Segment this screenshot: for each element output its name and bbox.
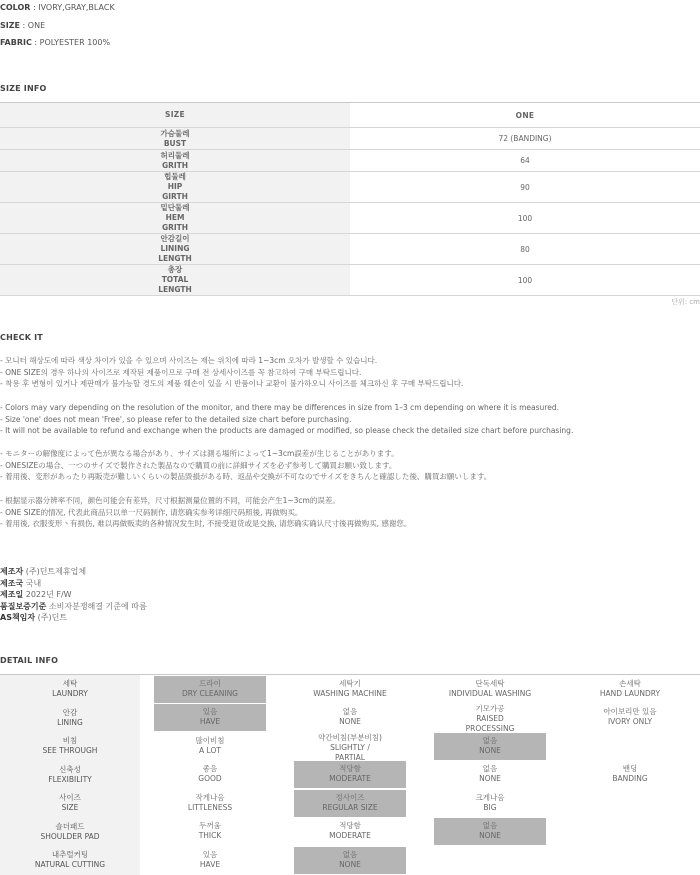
detail-option-ko: 드라이 (199, 678, 221, 688)
detail-option-en: NONE (479, 831, 501, 841)
detail-option (140, 761, 280, 790)
detail-option (560, 732, 700, 761)
size-row-value: 72 (BANDING) (350, 128, 700, 150)
detail-option-en: GOOD (198, 774, 222, 784)
detail-option-ko: 아이보리만 있음 (603, 707, 657, 717)
detail-option-box (154, 818, 266, 845)
size-row-en: HIP GIRTH (162, 182, 188, 201)
check-notes-zh (0, 495, 411, 530)
size-row-value: 80 (350, 234, 700, 265)
size-table-header (0, 103, 700, 128)
detail-option-ko: 없음 (482, 735, 498, 745)
spec-label: COLOR (0, 3, 31, 12)
detail-option-ko: 있음 (202, 707, 218, 717)
detail-label-ko: 신축성 (59, 764, 81, 774)
size-row-value: 90 (350, 172, 700, 203)
check-notes-ja (0, 448, 491, 483)
size-row-en: LINING LENGTH (158, 244, 192, 263)
maker-label: 제조자 (0, 567, 24, 576)
detail-option-selected (280, 789, 420, 818)
detail-option-ko: 없음 (342, 707, 358, 717)
spec-fabric (0, 38, 110, 47)
detail-option-box (294, 790, 406, 817)
spec-value: : ONE (20, 21, 46, 30)
detail-label-ko: 내추럴커팅 (51, 850, 89, 860)
spec-value: : POLYESTER 100% (31, 38, 111, 47)
check-note: - 착용 후 변형이 있거나 제판매가 불가능할 경도의 제품 훼손이 있을 시 반품이나 교환이 불가하오니 사이즈를 체크하신 후 구매 부탁드립니다. (0, 379, 464, 389)
size-row-label (0, 150, 350, 172)
detail-option-box (434, 790, 546, 817)
detail-option (280, 732, 420, 761)
detail-option-ko: 손세탁 (619, 678, 641, 688)
maker-value: 국내 (23, 578, 42, 588)
detail-option-en: HAVE (199, 717, 221, 727)
detail-label-en: LINING (57, 717, 83, 727)
table-row (0, 234, 700, 265)
detail-option-selected (420, 732, 560, 761)
detail-option (560, 846, 700, 875)
size-row-ko: 허리둘레 (160, 150, 190, 160)
detail-option-box (574, 847, 686, 874)
maker-value: (주)딘트제휴업체 (23, 567, 87, 576)
detail-row-label (0, 732, 140, 761)
detail-option (420, 704, 560, 733)
detail-row-label (0, 846, 140, 875)
spec-size (0, 21, 45, 30)
check-note: - Size 'one' does not mean 'Free', so please refer to the detailed size chart before purchasing. (0, 414, 352, 424)
check-note: - Colors may vary depending on the resolution of the monitor, and there may be differences in size from 1–3 cm depending on where it is measured. (0, 403, 559, 412)
detail-table (0, 675, 700, 875)
size-info-title: SIZE INFO (0, 84, 47, 93)
detail-option-ko: 단독세탁 (475, 678, 505, 688)
maker-line (0, 601, 147, 613)
check-note: - ONESIZEの場合、一つのサイズで製作された製品なので購買の前に詳細サイズを必ず参考して購買お願い致します。 (0, 460, 397, 470)
detail-option-box (294, 704, 406, 731)
maker-line (0, 612, 147, 624)
detail-option-selected (420, 818, 560, 847)
detail-option-box (154, 790, 266, 817)
table-row (0, 172, 700, 203)
check-note: - 根据显示器分辨率不同，颜色可能会有差异，尺寸根据测量位置的不同，可能会产生1~3cm的误差。 (0, 496, 340, 505)
detail-label-en: NATURAL CUTTING (34, 860, 106, 870)
spec-color (0, 3, 115, 12)
detail-option-en: NONE (339, 717, 361, 727)
spec-value: : IVORY,GRAY,BLACK (30, 3, 115, 12)
detail-option-box (574, 761, 686, 788)
size-row-label (0, 128, 350, 150)
detail-option (560, 818, 700, 847)
detail-option (560, 789, 700, 818)
spec-label: SIZE (0, 21, 21, 30)
maker-line (0, 589, 147, 601)
detail-option-ko: 있음 (202, 849, 218, 859)
detail-option-en: SLIGHTLY / PARTIAL (330, 742, 370, 762)
detail-option-en: NONE (479, 745, 501, 755)
size-header-label: SIZE (0, 103, 350, 128)
detail-option-selected (280, 761, 420, 790)
detail-option-en: LITTLENESS (187, 802, 233, 812)
detail-option-ko: 많이비침 (195, 735, 225, 745)
detail-option-en: REGULAR SIZE (322, 802, 378, 812)
size-row-ko: 안감길이 (160, 234, 190, 243)
maker-line (0, 566, 147, 578)
maker-label: 제조국 (0, 578, 24, 588)
detail-option-selected (280, 846, 420, 875)
detail-label-ko: 비침 (62, 736, 78, 746)
detail-label-en: SEE THROUGH (42, 746, 98, 756)
detail-option (420, 846, 560, 875)
detail-option (420, 675, 560, 704)
detail-option-ko: 없음 (342, 849, 358, 859)
detail-option-box (434, 761, 546, 788)
detail-option-en: IVORY ONLY (607, 717, 653, 727)
detail-option-box (574, 790, 686, 817)
detail-row-label (0, 704, 140, 733)
detail-row-label (0, 761, 140, 790)
check-note: - ONE SIZE의 경우 하나의 사이즈로 제작된 제품이므로 구매 전 상세사이즈를 꼭 참고하여 구매 부탁드립니다. (0, 367, 362, 377)
detail-option (140, 732, 280, 761)
detail-row (0, 761, 700, 790)
detail-label-ko: 세탁 (62, 679, 78, 689)
size-row-value: 64 (350, 150, 700, 172)
detail-option (420, 761, 560, 790)
maker-label: AS책임자 (0, 613, 36, 623)
maker-value: (주)딘트 (35, 613, 68, 623)
table-row (0, 128, 700, 150)
detail-row (0, 675, 700, 704)
table-row (0, 150, 700, 172)
detail-option-en: BANDING (612, 774, 648, 784)
size-row-label (0, 203, 350, 234)
size-row-en: GRITH (161, 160, 189, 170)
detail-option (140, 846, 280, 875)
check-it-title: CHECK IT (0, 333, 43, 342)
detail-option-ko: 기모가공 (475, 704, 505, 714)
detail-option-box (154, 704, 266, 731)
size-header-value: ONE (350, 103, 700, 128)
detail-option-ko: 없음 (482, 764, 498, 774)
size-row-value: 100 (350, 203, 700, 234)
check-note: - モニターの解像度によって色が異なる場合があり、サイズは測る場所によって1~3cm誤差が生じることがあります。 (0, 449, 399, 458)
detail-option (560, 761, 700, 790)
detail-option-en: HAND LAUNDRY (599, 688, 661, 698)
detail-row (0, 704, 700, 733)
detail-row (0, 846, 700, 875)
detail-option-box (154, 676, 266, 703)
detail-option-en: DRY CLEANING (181, 688, 238, 698)
detail-option (280, 818, 420, 847)
detail-label-ko: 사이즈 (59, 793, 81, 803)
detail-option-selected (140, 704, 280, 733)
size-row-value: 100 (350, 265, 700, 296)
detail-option-box (574, 818, 686, 845)
size-row-label (0, 172, 350, 203)
size-row-en: BUST (163, 138, 187, 148)
detail-option-box (434, 847, 546, 874)
detail-option-ko: 밴딩 (622, 764, 638, 774)
detail-option-en: BIG (483, 802, 497, 812)
detail-option-ko: 약간비침(부분비침) (318, 732, 382, 742)
size-row-en: TOTAL LENGTH (158, 275, 192, 294)
maker-value: 2022년 F/W (23, 590, 72, 600)
maker-value: 소비자분쟁해결 기준에 따름 (46, 601, 147, 611)
detail-label-ko: 숄더패드 (55, 821, 85, 831)
detail-option-en: MODERATE (329, 774, 371, 784)
detail-option-box (434, 704, 546, 734)
detail-option-ko: 좋음 (202, 764, 218, 774)
detail-option (140, 818, 280, 847)
detail-row (0, 732, 700, 761)
detail-option-ko: 적당함 (339, 821, 361, 831)
detail-row-label (0, 818, 140, 847)
detail-option-box (294, 761, 406, 788)
detail-row-label (0, 789, 140, 818)
size-row-label (0, 265, 350, 296)
detail-option-ko: 두꺼움 (199, 821, 221, 831)
detail-option-box (294, 818, 406, 845)
detail-option (560, 704, 700, 733)
detail-label-en: SIZE (61, 803, 79, 813)
detail-option-en: MODERATE (329, 831, 371, 841)
detail-option (560, 675, 700, 704)
maker-info (0, 566, 147, 624)
detail-option-en: HAVE (199, 859, 221, 869)
detail-option-box (574, 676, 686, 703)
detail-option-selected (140, 675, 280, 704)
size-row-label (0, 234, 350, 265)
detail-label-en: SHOULDER PAD (40, 831, 100, 841)
detail-option-box (154, 733, 266, 760)
detail-option-en: INDIVIDUAL WASHING (448, 688, 532, 698)
detail-row-label (0, 675, 140, 704)
size-row-ko: 힙둘레 (164, 172, 186, 181)
detail-option-en: WASHING MACHINE (313, 688, 387, 698)
detail-option-en: RAISED PROCESSING (465, 714, 515, 734)
detail-option-ko: 세탁기 (339, 678, 361, 688)
detail-option (420, 789, 560, 818)
detail-option-ko: 작게나옴 (195, 792, 225, 802)
maker-label: 제조일 (0, 590, 24, 600)
detail-option-en: A LOT (199, 745, 221, 755)
check-notes-en (0, 402, 573, 437)
detail-info-title: DETAIL INFO (0, 656, 59, 665)
detail-option (140, 789, 280, 818)
detail-option-box (434, 733, 546, 760)
detail-option-en: THICK (198, 831, 222, 841)
maker-label: 품질보증기준 (0, 601, 47, 611)
detail-option-ko: 크게나옴 (475, 792, 505, 802)
detail-option-box (434, 818, 546, 845)
detail-option-box (434, 676, 546, 703)
check-note: - 着用後, 衣服变形丶有损伤, 难以再做贩卖的各种情况发生时, 不接受退货或是交换, 请您确实确认尺寸後再做购买, 感谢您。 (0, 519, 412, 529)
check-notes-ko (0, 355, 463, 390)
detail-option-en: NONE (479, 774, 501, 784)
detail-option-en: NONE (339, 859, 361, 869)
size-table (0, 102, 700, 296)
detail-option (280, 675, 420, 704)
size-row-ko: 가슴둘레 (160, 128, 190, 138)
detail-option (280, 704, 420, 733)
detail-option-ko: 정사이즈 (335, 792, 365, 802)
detail-label-ko: 안감 (62, 707, 78, 717)
detail-option-box (154, 761, 266, 788)
size-row-ko: 총장 (167, 265, 183, 274)
detail-row (0, 818, 700, 847)
detail-option-box (574, 704, 686, 731)
detail-option-ko: 적당함 (339, 764, 361, 774)
check-note: - ONE SIZE的情况, 代表此商品只以单一尺码制作, 请您确实参考详细尺码照後, 再做购买。 (0, 507, 303, 517)
detail-option-box (294, 676, 406, 703)
size-row-en: HEM GRITH (161, 213, 189, 232)
size-row-ko: 밑단둘레 (160, 203, 190, 212)
detail-row (0, 789, 700, 818)
detail-option-box (294, 847, 406, 874)
detail-label-en: FLEXIBILITY (48, 774, 92, 784)
check-note: - 모니터 해상도에 따라 색상 차이가 있을 수 있으며 사이즈는 재는 위치에 따라 1~3cm 오차가 발생할 수 있습니다. (0, 356, 378, 365)
maker-line (0, 578, 147, 590)
detail-option-box (294, 733, 406, 760)
check-note: - 着用後、変形があったり再販売が難しいくらいの製品毀損がある時、返品や交換が不可なのでサイズをきちんと確認した後、購買お願いします。 (0, 472, 492, 482)
size-unit-note: 단위: cm (671, 298, 700, 306)
detail-option-ko: 없음 (482, 821, 498, 831)
table-row (0, 265, 700, 296)
spec-label: FABRIC (0, 38, 32, 47)
check-note: - It will not be available to refund and exchange when the products are damaged or modified, so please check the detailed size chart before purchasing. (0, 426, 574, 436)
detail-label-en: LAUNDRY (52, 689, 88, 699)
detail-option-box (574, 733, 686, 760)
detail-option-box (154, 847, 266, 874)
table-row (0, 203, 700, 234)
